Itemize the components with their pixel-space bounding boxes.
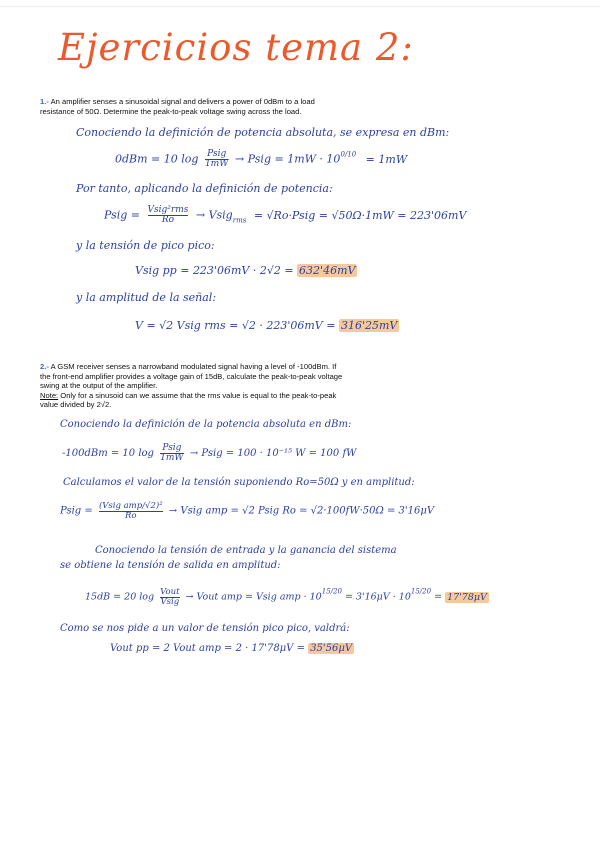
handwritten-line: y la amplitud de la señal: xyxy=(76,291,217,304)
handwritten-equation: 15dB = 20 log Vout Vsig → Vout amp = Vsig amp · $10^{15/20} = 3'16\mu V \cdot 10^{15/20} = 17'78\mu V$ xyxy=(85,587,487,607)
handwritten-equation: -100dBm = 10 log Psig 1mW → Psig = 100 · 10⁻¹⁵ W = 100 fW xyxy=(62,443,357,463)
handwritten-line: Conociendo la tensión de entrada y la ganancia del sistema xyxy=(95,545,397,556)
handwritten-equation: Vsig pp = 223'06mV · 2√2 = 632'46mV xyxy=(135,264,356,277)
handwritten-equation: V = √2 Vsig rms = √2 · 223'06mV = 316'25mV xyxy=(135,319,398,332)
handwritten-line: Conociendo la definición de potencia absoluta, se expresa en dBm: xyxy=(76,126,450,139)
question-text: swing at the output of the amplifier. xyxy=(40,381,158,391)
note-text: Only for a sinusoid can we assume that the rms value is equal to the peak-to-peak xyxy=(60,390,337,400)
handwritten-equation: Psig = Vsig²rms Ro → Vsig$_{rms}$ = √Ro·Psig = √50Ω·1mW = 223'06mV xyxy=(104,205,467,225)
handwritten-line: Como se nos pide a un valor de tensión pico pico, valdrá: xyxy=(60,623,350,634)
question-number: 1.- xyxy=(40,97,49,106)
result-highlight: 316'25mV xyxy=(340,319,398,332)
handwritten-line: y la tensión de pico pico: xyxy=(76,239,215,252)
handwritten-equation: Vout pp = 2 Vout amp = 2 · 17'78μV = 35'56μV xyxy=(110,643,353,654)
question-text: resistance of 50Ω. Determine the peak-to-peak voltage swing across the load. xyxy=(40,106,302,116)
handwritten-line: Por tanto, aplicando la definición de potencia: xyxy=(76,182,333,195)
note-label: Note: xyxy=(40,390,59,400)
handwritten-line: Conociendo la definición de la potencia absoluta en dBm: xyxy=(60,419,352,430)
page-title: Ejercicios tema 2: xyxy=(58,26,414,69)
handwritten-equation: 0dBm = 10 log Psig 1mW → Psig = $1mW \cdot 10^{0/10} = 1mW$ xyxy=(115,149,408,169)
result-highlight: 632'46mV xyxy=(299,264,356,277)
question-1 xyxy=(40,97,315,116)
question-number: 2.- xyxy=(40,362,49,371)
top-divider xyxy=(0,6,600,7)
question-text: A GSM receiver senses a narrowband modulated signal having a level of -100dBm. If xyxy=(50,362,337,371)
question-2 xyxy=(40,362,342,410)
question-text: the front-end amplifier provides a voltage gain of 15dB, calculate the peak-to-peak voltage xyxy=(40,371,343,381)
question-text: An amplifier senses a sinusoidal signal and delivers a power of 0dBm to a load xyxy=(50,97,315,106)
result-highlight: 35'56μV xyxy=(310,643,353,654)
handwritten-equation: Psig = (Vsig amp/√2)² Ro → Vsig amp = √2 Psig Ro = √2·100fW·50Ω = 3'16μV xyxy=(60,501,435,521)
handwritten-line: se obtiene la tensión de salida en amplitud: xyxy=(60,560,281,571)
result-highlight: 17'78μV xyxy=(447,591,487,603)
note-text: value divided by 2√2. xyxy=(40,400,112,410)
handwritten-line: Calculamos el valor de la tensión suponiendo Ro=50Ω y en amplitud: xyxy=(63,477,415,488)
